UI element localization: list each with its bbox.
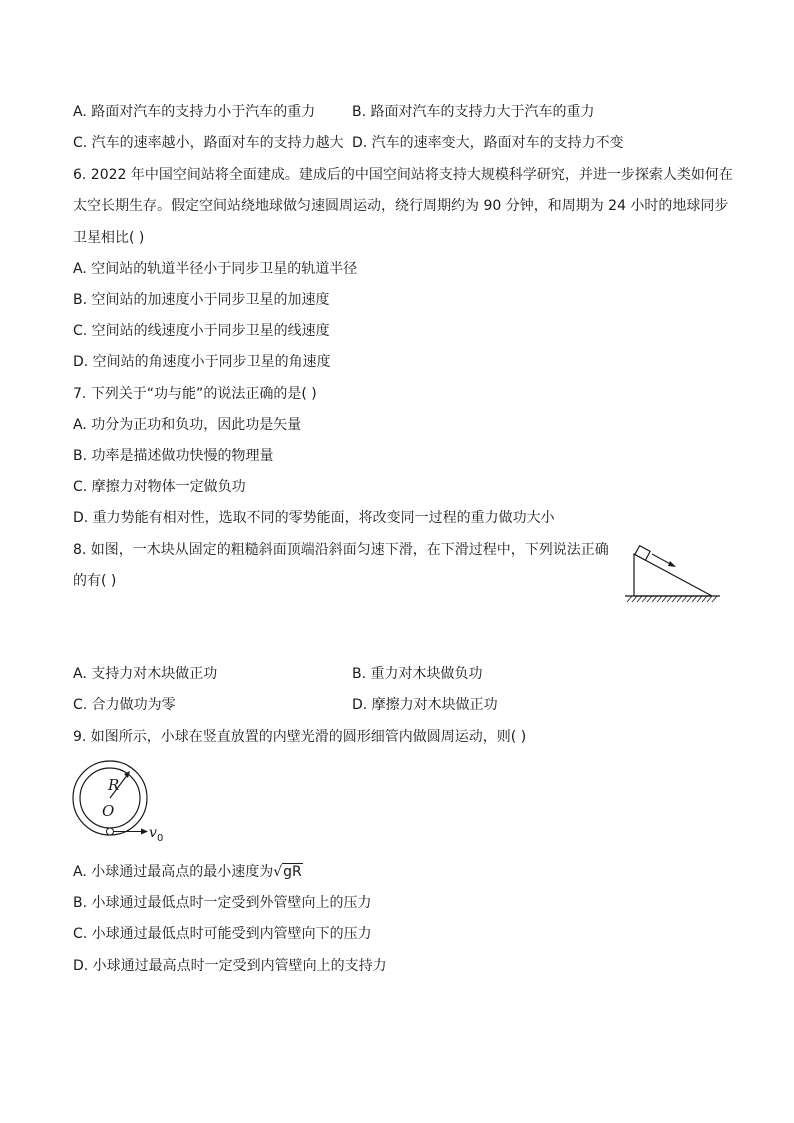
- sqrt-radicand: gR: [283, 864, 302, 880]
- q6-option-d: D. 空间站的角速度小于同步卫星的角速度: [73, 354, 331, 370]
- q6-stem-line2: 太空长期生存。假定空间站绕地球做匀速圆周运动，绕行周期约为 90 分钟，和周期为 24 小时的地球同步: [73, 198, 729, 214]
- q8-stem-line2: 的有( ): [73, 573, 117, 589]
- q7-option-c: C. 摩擦力对物体一定做负功: [73, 479, 246, 495]
- q6-stem-line1: 6. 2022 年中国空间站将全面建成。建成后的中国空间站将支持大规模科学研究，并进一步探索人类如何在: [73, 167, 733, 183]
- q9-stem: 9. 如图所示，小球在竖直放置的内壁光滑的圆形细管内做圆周运动，则( ): [73, 729, 527, 745]
- q9-option-c: C. 小球通过最低点时可能受到内管壁向下的压力: [73, 926, 372, 942]
- q6-option-b: B. 空间站的加速度小于同步卫星的加速度: [73, 292, 330, 308]
- wooden-block: [635, 546, 650, 560]
- q5-option-b: B. 路面对汽车的支持力大于汽车的重力: [352, 104, 595, 120]
- q9-option-d: D. 小球通过最高点时一定受到内管壁向上的支持力: [73, 958, 387, 974]
- circular-tube-figure: [68, 760, 176, 844]
- incline-figure: [620, 540, 724, 604]
- q5-option-a: A. 路面对汽车的支持力小于汽车的重力: [73, 104, 316, 120]
- q8-option-d: D. 摩擦力对木块做正功: [352, 697, 498, 713]
- sqrt-sign: √: [273, 864, 283, 880]
- ball: [107, 828, 114, 835]
- ground-hatching: [627, 596, 717, 602]
- q7-option-d: D. 重力势能有相对性，选取不同的零势能面，将改变同一过程的重力做功大小: [73, 510, 555, 526]
- radius-label: R: [108, 776, 120, 794]
- velocity-label: v: [149, 825, 157, 841]
- q6-option-a: A. 空间站的轨道半径小于同步卫星的轨道半径: [73, 261, 358, 277]
- q6-stem-line3: 卫星相比( ): [73, 230, 145, 246]
- velocity-subscript: 0: [157, 833, 164, 844]
- q8-option-b: B. 重力对木块做负功: [352, 666, 483, 682]
- q6-option-c: C. 空间站的线速度小于同步卫星的线速度: [73, 323, 330, 339]
- q9-option-b: B. 小球通过最低点时一定受到外管壁向上的压力: [73, 895, 372, 911]
- q9-option-a-text: A. 小球通过最高点的最小速度为: [73, 864, 274, 880]
- q5-option-d: D. 汽车的速率变大，路面对车的支持力不变: [352, 135, 624, 151]
- q7-option-a: A. 功分为正功和负功，因此功是矢量: [73, 417, 302, 433]
- q7-option-b: B. 功率是描述做功快慢的物理量: [73, 448, 274, 464]
- q8-stem-line1: 8. 如图，一木块从固定的粗糙斜面顶端沿斜面匀速下滑，在下滑过程中，下列说法正确: [73, 542, 609, 558]
- q7-stem: 7. 下列关于“功与能”的说法正确的是( ): [73, 386, 317, 402]
- q5-option-c: C. 汽车的速率越小，路面对车的支持力越大: [73, 135, 344, 151]
- center-label: O: [102, 802, 115, 820]
- q9-option-a: [73, 862, 303, 882]
- q8-option-c: C. 合力做功为零: [73, 697, 176, 713]
- arrow-head: [668, 561, 676, 567]
- velocity-arrowhead: [141, 829, 148, 835]
- q8-option-a: A. 支持力对木块做正功: [73, 666, 218, 682]
